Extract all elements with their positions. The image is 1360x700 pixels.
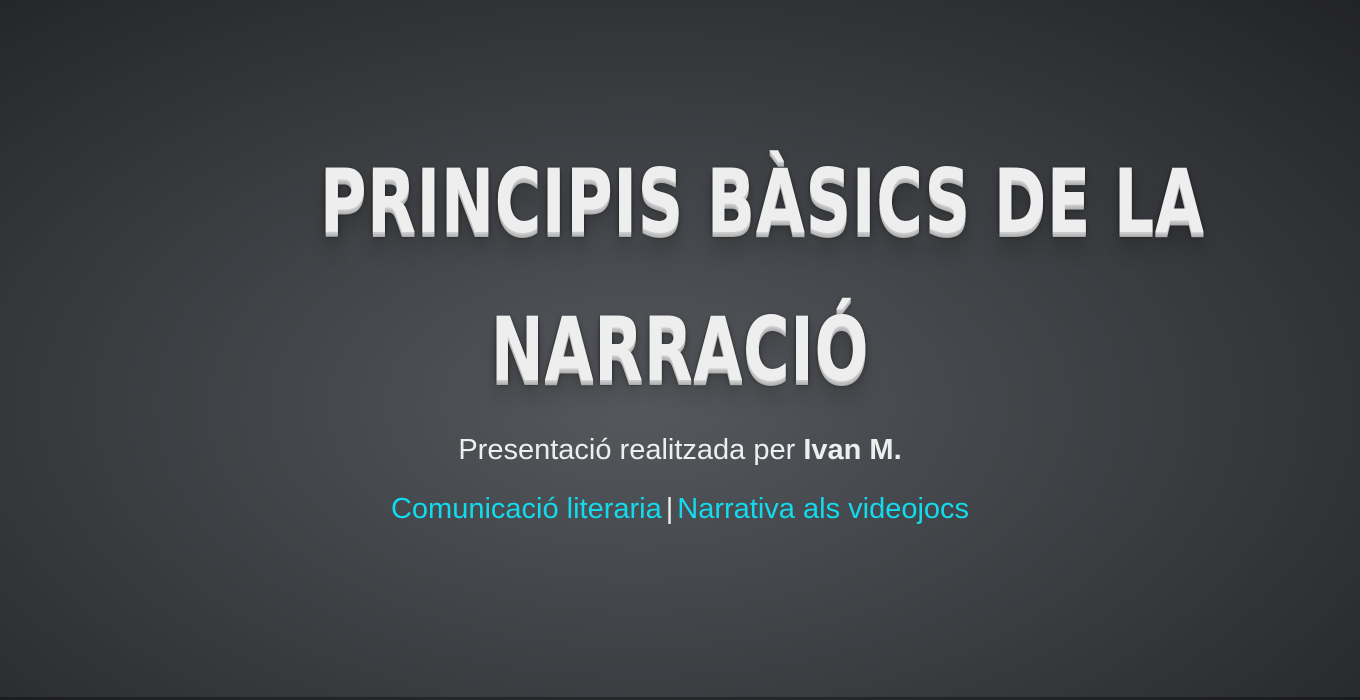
slide-title-line-2: NARRACIÓ	[490, 298, 870, 401]
slide-title	[320, 128, 1205, 424]
slide-links	[0, 489, 1360, 529]
link-narrativa-videojocs[interactable]: Narrativa als videojocs	[677, 493, 970, 525]
slide-title-line-1: PRINCIPIS BÀSICS DE LA	[320, 150, 1205, 253]
subtitle-prefix: Presentació realitzada per	[458, 434, 804, 466]
slide-subtitle	[0, 430, 1360, 470]
link-separator: |	[665, 493, 674, 525]
author-name: Ivan M.	[803, 434, 902, 466]
link-comunicacio-literaria[interactable]: Comunicació literaria	[390, 493, 662, 525]
